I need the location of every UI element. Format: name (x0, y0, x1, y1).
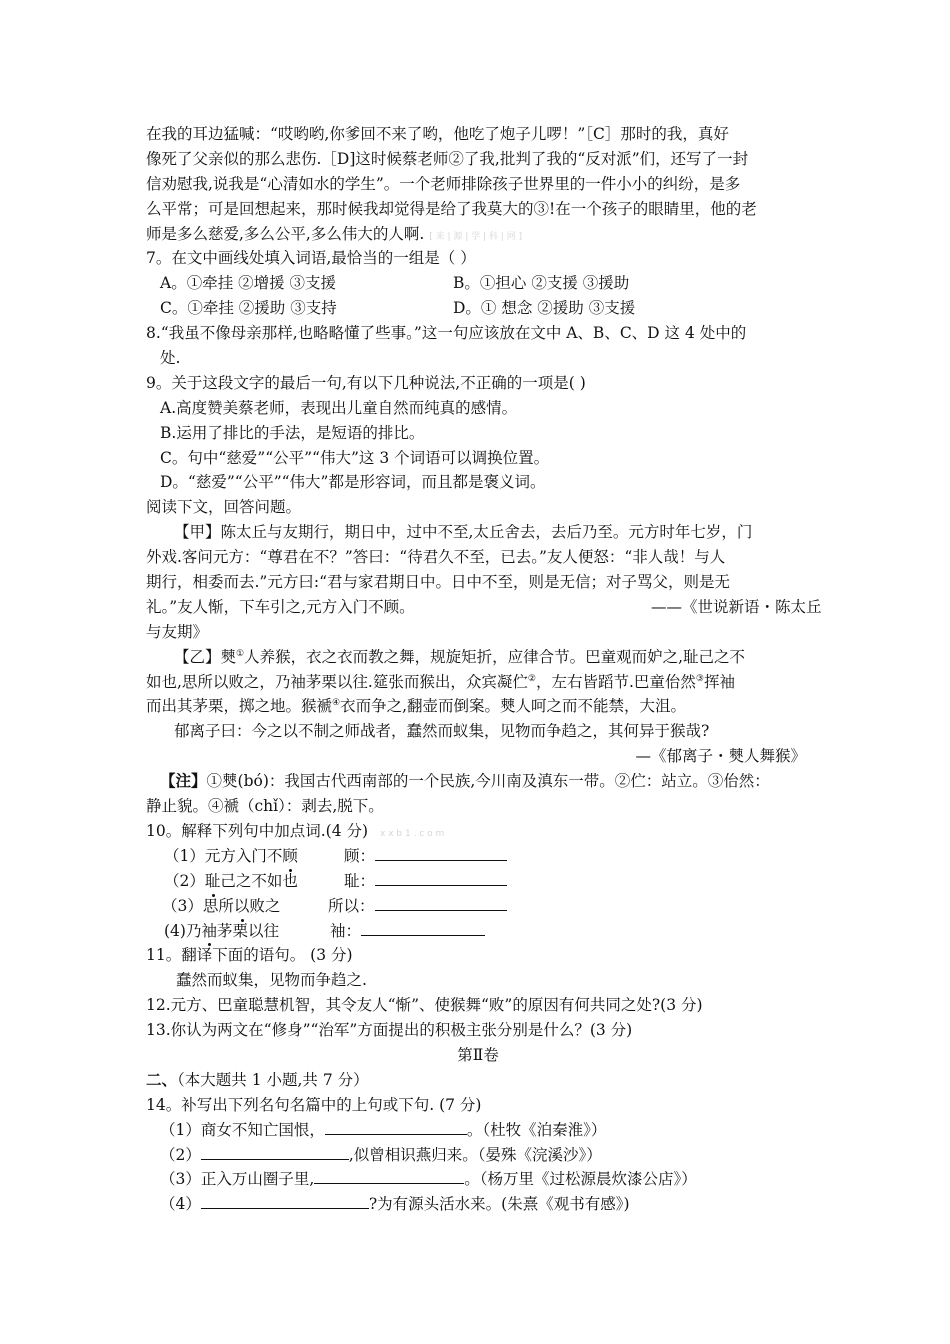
item-text: 。（杜牧《泊秦淮》） (466, 1120, 607, 1139)
part-label: 二、 (146, 1069, 178, 1089)
watermark: [ 来 | 源 | 学 | 科 | 网 ] (429, 231, 522, 242)
question-8-cont (146, 346, 810, 371)
answer-blank[interactable] (375, 869, 507, 886)
question-14-item (146, 1118, 810, 1143)
yi-line (146, 645, 810, 670)
item-text: 。（杨万里《过松源晨炊漆公店》） (464, 1170, 697, 1189)
passage-text: 师是多么慈爱,多么公平,多么伟大的人啊. (146, 224, 425, 243)
option-d (146, 470, 810, 495)
jia-line (146, 545, 810, 570)
yi-text: 衣而争之,翻壶而倒案。僰人呵之而不能禁，大沮。 (340, 697, 687, 716)
item-label: 所以： (328, 896, 375, 915)
question-text: 8.“我虽不像母亲那样,也略略懂了些事。”这一句应该放在文中 A、B、C、D 这 4 处中的 (146, 324, 747, 343)
section-title-text: 第Ⅱ卷 (457, 1045, 499, 1064)
question-text: 10。解释下列句中加点词.(4 分) (146, 821, 369, 840)
jia-source: ——《世说新语・陈太丘 (651, 597, 822, 616)
note-line (146, 769, 810, 794)
answer-blank[interactable] (314, 1167, 464, 1184)
option-text: C。句中“慈爱”“公平”“伟大”这 3 个词语可以调换位置。 (160, 448, 550, 467)
option-a: A。①牵挂 ②增援 ③支援 (160, 274, 337, 293)
question-13 (146, 1018, 810, 1043)
question-text: 12.元方、巴童聪慧机智，其令友人“惭”、使猴舞“败”的原因有何共同之处?(3 分) (146, 996, 703, 1015)
answer-blank[interactable] (375, 844, 507, 861)
yi-line (146, 670, 810, 695)
yi-text: 人养猴，衣之衣而教之舞，规旋矩折，应律合节。巴童观而妒之,耻己之不 (244, 647, 746, 666)
reading-intro (146, 495, 810, 520)
question-text: 7。在文中画线处填入词语,最恰当的一组是（ ） (146, 249, 476, 268)
yi-source (146, 744, 810, 769)
question-10-item (146, 844, 810, 869)
item-text: （3）思所 (162, 896, 234, 915)
question-text: 蠢然而蚁集，见物而争趋之. (176, 971, 367, 990)
item-label: 袖： (330, 921, 362, 940)
dotted-word: 以 (234, 894, 250, 919)
passage-line (146, 197, 810, 222)
yi-text: 而出其茅栗，掷之地。猴褫 (146, 697, 333, 716)
yi-source-text: —《郁离子・僰人舞猴》 (635, 747, 806, 766)
exam-page (146, 122, 822, 1217)
dotted-word: 顾 (282, 844, 298, 869)
question-14-item (146, 1143, 810, 1168)
yi-line (146, 719, 810, 744)
item-text: 败之 (249, 896, 281, 915)
note-label: 【注】 (160, 771, 207, 791)
option-d: D。① 想念 ②援助 ③支援 (453, 299, 636, 318)
option-text: A.高度赞美蔡老师，表现出儿童自然而纯真的感情。 (160, 398, 518, 417)
yi-text: 如也,思所以败之，乃袖茅栗以往.筵张而猴出，众宾凝伫 (146, 672, 528, 691)
question-10-item (146, 869, 810, 894)
yi-text: 挥袖 (703, 672, 735, 691)
question-12 (146, 993, 810, 1018)
passage-line (146, 122, 810, 147)
question-text: 13.你认为两文在“修身”“治军”方面提出的积极主张分别是什么？(3 分) (146, 1021, 633, 1040)
footnote-marker: ② (527, 673, 536, 684)
note-text: 静止貌。④褫（chǐ）：剥去,脱下。 (146, 797, 384, 816)
answer-blank[interactable] (361, 919, 485, 936)
yi-line (146, 694, 810, 719)
answer-blank[interactable] (201, 1192, 369, 1209)
question-text: 9。关于这段文字的最后一句,有以下几种说法,不正确的一项是( ) (146, 373, 586, 392)
question-7-options-row (146, 271, 810, 296)
intro-text: 阅读下文，回答问题。 (146, 498, 302, 517)
item-text: ,似曾相识燕归来。（晏殊《浣溪沙》） (348, 1145, 602, 1164)
question-14-item (146, 1192, 810, 1217)
jia-text: 礼。”友人惭，下车引之,元方入门不顾。 (146, 597, 415, 616)
jia-line (146, 520, 810, 545)
jia-text: 期行，相委而去.”元方曰:“君与家君期日中。日中不至，则是无信；对子骂父，则是无 (146, 573, 731, 592)
option-c: C。①牵挂 ②援助 ③支持 (160, 299, 337, 318)
jia-text: 【甲】陈太丘与友期行，期日中，过中不至,太丘舍去，去后乃至。元方时年七岁，门 (174, 523, 753, 542)
item-text: 茅栗以往 (216, 921, 279, 940)
item-text: （2） (164, 871, 205, 890)
passage-line (146, 172, 810, 197)
question-text: 14。补写出下列名句名篇中的上句或下句. (7 分) (146, 1095, 482, 1114)
jia-source: 与友期》 (146, 622, 209, 641)
answer-blank[interactable] (375, 894, 507, 911)
jia-source-cont (146, 620, 810, 645)
item-text: 己之不如也 (220, 871, 298, 890)
item-text: (4)乃 (164, 921, 202, 940)
question-14-item (146, 1167, 810, 1192)
dotted-word: 袖 (201, 919, 217, 944)
item-text: （3）正入万山圈子里, (160, 1170, 315, 1189)
question-text: 处. (160, 349, 181, 368)
item-text: （4） (160, 1195, 201, 1214)
part-2-heading (146, 1068, 810, 1093)
option-text: D。“慈爱”“公平”“伟大”都是形容词，而且都是褒义词。 (160, 473, 546, 492)
question-text: 11。翻译下面的语句。 (3 分) (146, 946, 353, 965)
section-title (146, 1043, 810, 1068)
footnote-marker: ③ (695, 673, 704, 684)
item-text: （1）元方入门不 (164, 846, 283, 865)
item-label: 耻： (344, 871, 376, 890)
question-14-stem (146, 1093, 810, 1118)
part-text: （本大题共 1 小题,共 7 分） (177, 1070, 369, 1089)
question-7-options-row (146, 296, 810, 321)
item-label: 顾： (344, 846, 376, 865)
jia-line (146, 595, 822, 620)
passage-line (146, 147, 810, 172)
passage-text: 么平常；可是回想起来，那时候我却觉得是给了我莫大的③!在一个孩子的眼睛里，他的老 (146, 199, 757, 218)
question-11-text (146, 968, 810, 993)
option-a (146, 396, 810, 421)
item-text: （1）商女不知亡国恨， (160, 1120, 325, 1139)
passage-line (146, 222, 810, 247)
option-b: B。①担心 ②支援 ③援助 (453, 274, 630, 293)
passage-text: 像死了父亲似的那么悲伤.［D]这时候蔡老师②了我,批判了我的“反对派”们，还写了一封 (146, 149, 749, 168)
watermark: x x b 1 . c o m (380, 828, 445, 839)
answer-blank[interactable] (201, 1143, 349, 1160)
question-10-stem (146, 819, 810, 844)
jia-text: 外戏.客问元方：“尊君在不？”答曰：“待君久不至，已去。”友人便怒：“非人哉！与人 (146, 548, 726, 567)
answer-blank[interactable] (325, 1118, 467, 1135)
question-8-stem (146, 321, 810, 346)
question-9-stem (146, 371, 810, 396)
question-10-item (146, 894, 810, 919)
option-c (146, 446, 810, 471)
note-line (146, 794, 810, 819)
yi-text: 【乙】僰 (174, 647, 237, 666)
passage-text: 在我的耳边猛喊：“哎哟哟,你爹回不来了哟，他吃了炮子儿啰！”［C］那时的我，真好 (146, 125, 729, 143)
jia-line (146, 570, 810, 595)
option-text: B.运用了排比的手法，是短语的排比。 (160, 423, 425, 442)
item-text: （2） (160, 1145, 201, 1164)
passage-text: 信劝慰我,说我是“心清如水的学生”。一个老师排除孩子世界里的一件小小的纠纷，是多 (146, 174, 741, 193)
yi-text: 郁离子曰：今之以不制之师战者，蠢然而蚁集，见物而争趋之，其何异于猴哉? (174, 722, 710, 741)
question-10-item (146, 919, 810, 944)
question-7-stem (146, 246, 810, 271)
note-text: ①僰(bó)：我国古代西南部的一个民族,今川南及滇东一带。②伫：站立。③佁然： (206, 772, 770, 791)
dotted-word: 耻 (205, 869, 221, 894)
footnote-marker: ① (236, 648, 245, 659)
footnote-marker: ④ (332, 698, 341, 709)
question-11-stem (146, 943, 810, 968)
yi-text: ，左右皆蹈节.巴童佁然 (535, 672, 696, 691)
option-b (146, 421, 810, 446)
item-text: ?为有源头活水来。(朱熹《观书有感》) (368, 1195, 630, 1214)
